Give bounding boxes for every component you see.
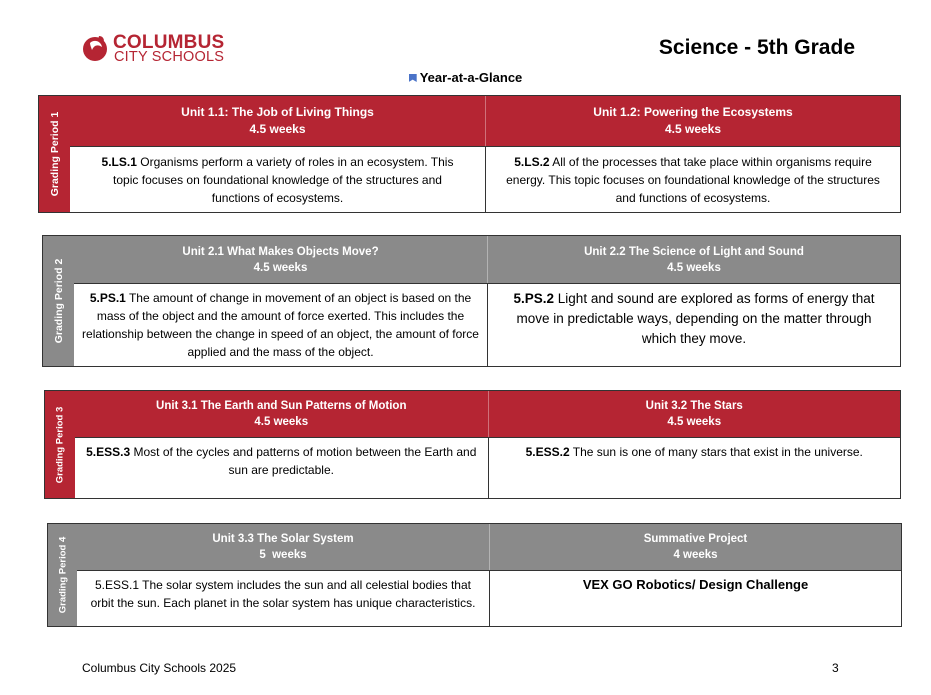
standard-text: All of the processes that take place within organisms require energy. This topic focuses on foundational knowledge of the structures and functions of ecosystems. [506,155,880,205]
unit-title: Unit 1.2: Powering the Ecosystems [593,105,793,119]
unit-description [75,437,488,498]
bookmark-flag-icon [409,74,417,82]
unit-description [77,570,489,626]
standard-text: Organisms perform a variety of roles in an ecosystem. This topic focuses on foundational knowledge of the structures and functions of ecosystems. [113,155,454,205]
unit-duration: 4 weeks [673,549,718,561]
standard-code: 5.ESS.3 [86,445,131,459]
unit-duration: 4.5 weeks [667,416,722,428]
standard-text: The amount of change in movement of an object is based on the mass of the object and the amount of force exerted. This includes the relationship between the change in speed of an object, the amount of force applied and the mass of the object. [82,291,479,359]
district-logo [82,33,242,67]
page-title: Science - 5th Grade [658,36,855,59]
grading-period-label: Grading Period 4 [48,524,77,626]
standard-code: 5.LS.2 [514,155,550,169]
unit-duration: 4.5 weeks [667,261,721,274]
unit-duration: 5 weeks [259,549,307,561]
standard-code: 5.PS.2 [513,291,555,306]
grading-period-3-table [44,390,901,499]
unit-header [75,391,488,437]
grading-period-label: Grading Period 1 [39,96,70,212]
unit-header [489,524,901,570]
unit-title: Unit 1.1: The Job of Living Things [181,105,374,119]
unit-duration: 4.5 weeks [249,122,306,136]
unit-title: Summative Project [643,533,748,545]
unit-description [489,570,901,626]
unit-duration: 4.5 weeks [664,122,722,136]
unit-description [488,437,901,498]
footer-copyright: Columbus City Schools 2025 [82,661,237,675]
page-subtitle [0,70,931,85]
unit-header [488,391,901,437]
unit-header [70,96,485,146]
unit-description [70,146,485,213]
grading-period-2-table [42,235,901,367]
logo-emblem-icon [82,33,110,63]
standard-text: Most of the cycles and patterns of motion between the Earth and sun are predictable. [133,445,477,477]
unit-header [77,524,489,570]
unit-description [485,146,900,213]
grading-period-label: Grading Period 2 [43,236,74,366]
unit-title: Unit 3.1 The Earth and Sun Patterns of Motion [156,400,407,412]
standard-code: 5.PS.1 [89,291,126,305]
standard-text: The sun is one of many stars that exist in the universe. [572,445,863,459]
subtitle-text: Year-at-a-Glance [419,70,523,85]
logo-text-city-schools: CITY SCHOOLS [114,49,225,65]
standard-code: 5.ESS.2 [525,445,570,459]
grading-period-label: Grading Period 3 [45,391,75,498]
standard-text: 5.ESS.1 The solar system includes the sun and all celestial bodies that orbit the sun. Each planet in the solar system has unique characteristics. [90,578,476,610]
standard-text: Light and sound are explored as forms of energy that move in predictable ways, depending on the matter through which they move. [516,291,875,346]
unit-duration: 4.5 weeks [254,416,309,428]
page-number: 3 [832,661,839,675]
unit-description [74,283,487,366]
standard-code: 5.LS.1 [101,155,137,169]
logo-text-columbus: COLUMBUS [113,32,225,53]
unit-title: Unit 2.1 What Makes Objects Move? [182,245,379,258]
grading-period-4-table [47,523,902,627]
project-text: VEX GO Robotics/ Design Challenge [582,577,809,592]
unit-title: Unit 3.3 The Solar System [212,533,354,545]
unit-description [487,283,900,366]
unit-header [74,236,487,283]
unit-title: Unit 2.2 The Science of Light and Sound [584,245,804,258]
unit-header [487,236,900,283]
grading-period-1-table [38,95,901,213]
unit-title: Unit 3.2 The Stars [645,400,743,412]
unit-duration: 4.5 weeks [253,261,308,274]
unit-header [485,96,900,146]
